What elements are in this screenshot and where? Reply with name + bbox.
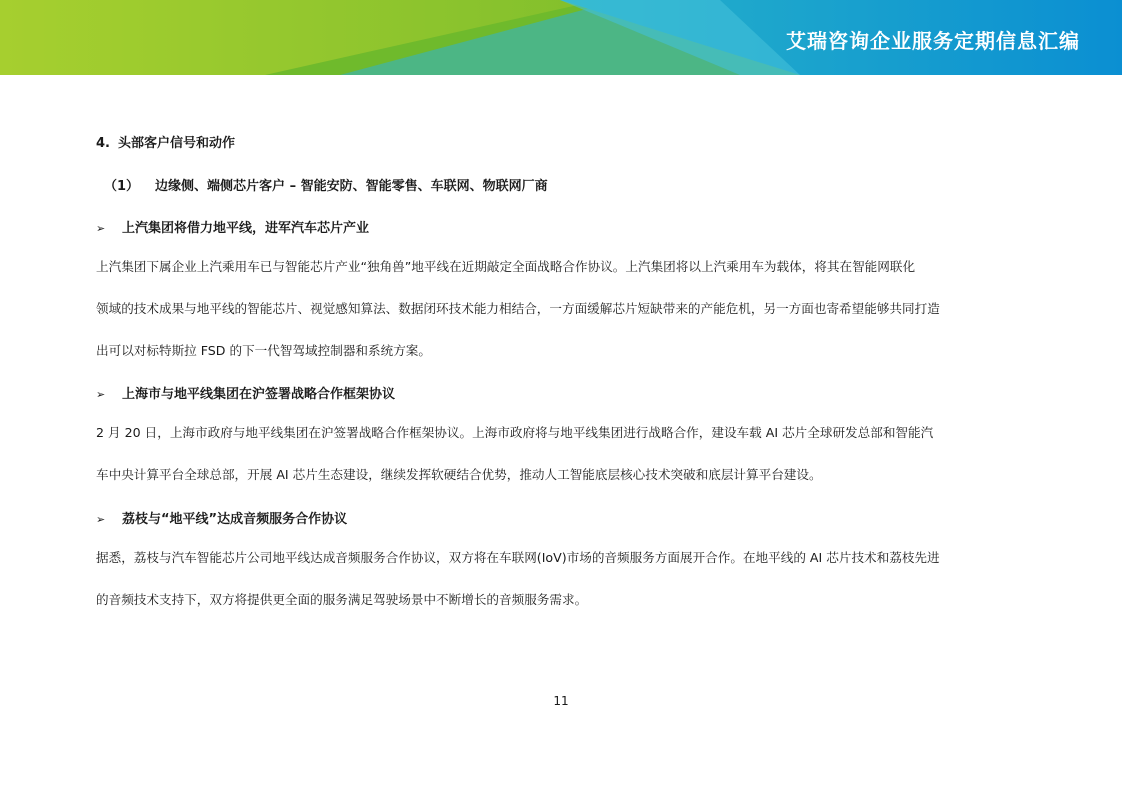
- item-heading-text: 上海市与地平线集团在沪签署战略合作框架协议: [122, 387, 396, 402]
- item-heading-text: 上汽集团将借力地平线，进军汽车芯片产业: [122, 221, 370, 236]
- item-heading: [96, 217, 369, 236]
- section-heading: [96, 132, 235, 151]
- paragraph-line: 领域的技术成果与地平线的智能芯片、视觉感知算法、数据闭环技术能力相结合，一方面缓解芯片短缺带来的产能危机，另一方面也寄希望能够共同打造: [96, 301, 940, 316]
- paragraph-line: 据悉，荔枝与汽车智能芯片公司地平线达成音频服务合作协议，双方将在车联网(IoV)市场的音频服务方面展开合作。在地平线的 AI 芯片技术和荔枝先进: [96, 550, 940, 565]
- item-heading: [96, 383, 395, 402]
- item-heading-text: 荔枝与“地平线”达成音频服务合作协议: [122, 512, 348, 527]
- subsection-heading: [104, 175, 548, 194]
- paragraph-line: 的音频技术支持下，双方将提供更全面的服务满足驾驶场景中不断增长的音频服务需求。: [96, 592, 588, 607]
- subsection-title: 边缘侧、端侧芯片客户 – 智能安防、智能零售、车联网、物联网厂商: [155, 179, 548, 194]
- item-heading: [96, 508, 347, 527]
- paragraph-line: 车中央计算平台全球总部，开展 AI 芯片生态建设，继续发挥软硬结合优势，推动人工智能底层核心技术突破和底层计算平台建设。: [96, 467, 822, 482]
- subsection-number: （1）: [104, 179, 140, 194]
- section-number: 4.: [96, 136, 110, 151]
- item-paragraph: [96, 537, 1036, 621]
- item-paragraph: [96, 412, 1036, 496]
- arrow-bullet-icon: ➢: [96, 513, 106, 526]
- paragraph-line: 2 月 20 日，上海市政府与地平线集团在沪签署战略合作框架协议。上海市政府将与地平线集团进行战略合作，建设车载 AI 芯片全球研发总部和智能汽: [96, 425, 934, 440]
- arrow-bullet-icon: ➢: [96, 222, 106, 235]
- item-paragraph: [96, 246, 1036, 372]
- paragraph-line: 上汽集团下属企业上汽乘用车已与智能芯片产业“独角兽”地平线在近期敲定全面战略合作协议。上汽集团将以上汽乘用车为载体，将其在智能网联化: [96, 259, 916, 274]
- section-title: 头部客户信号和动作: [117, 136, 235, 151]
- paragraph-line: 出可以对标特斯拉 FSD 的下一代智驾域控制器和系统方案。: [96, 343, 431, 358]
- arrow-bullet-icon: ➢: [96, 388, 106, 401]
- report-title: 艾瑞咨询企业服务定期信息汇编: [786, 29, 1080, 53]
- page-number: 11: [553, 694, 569, 708]
